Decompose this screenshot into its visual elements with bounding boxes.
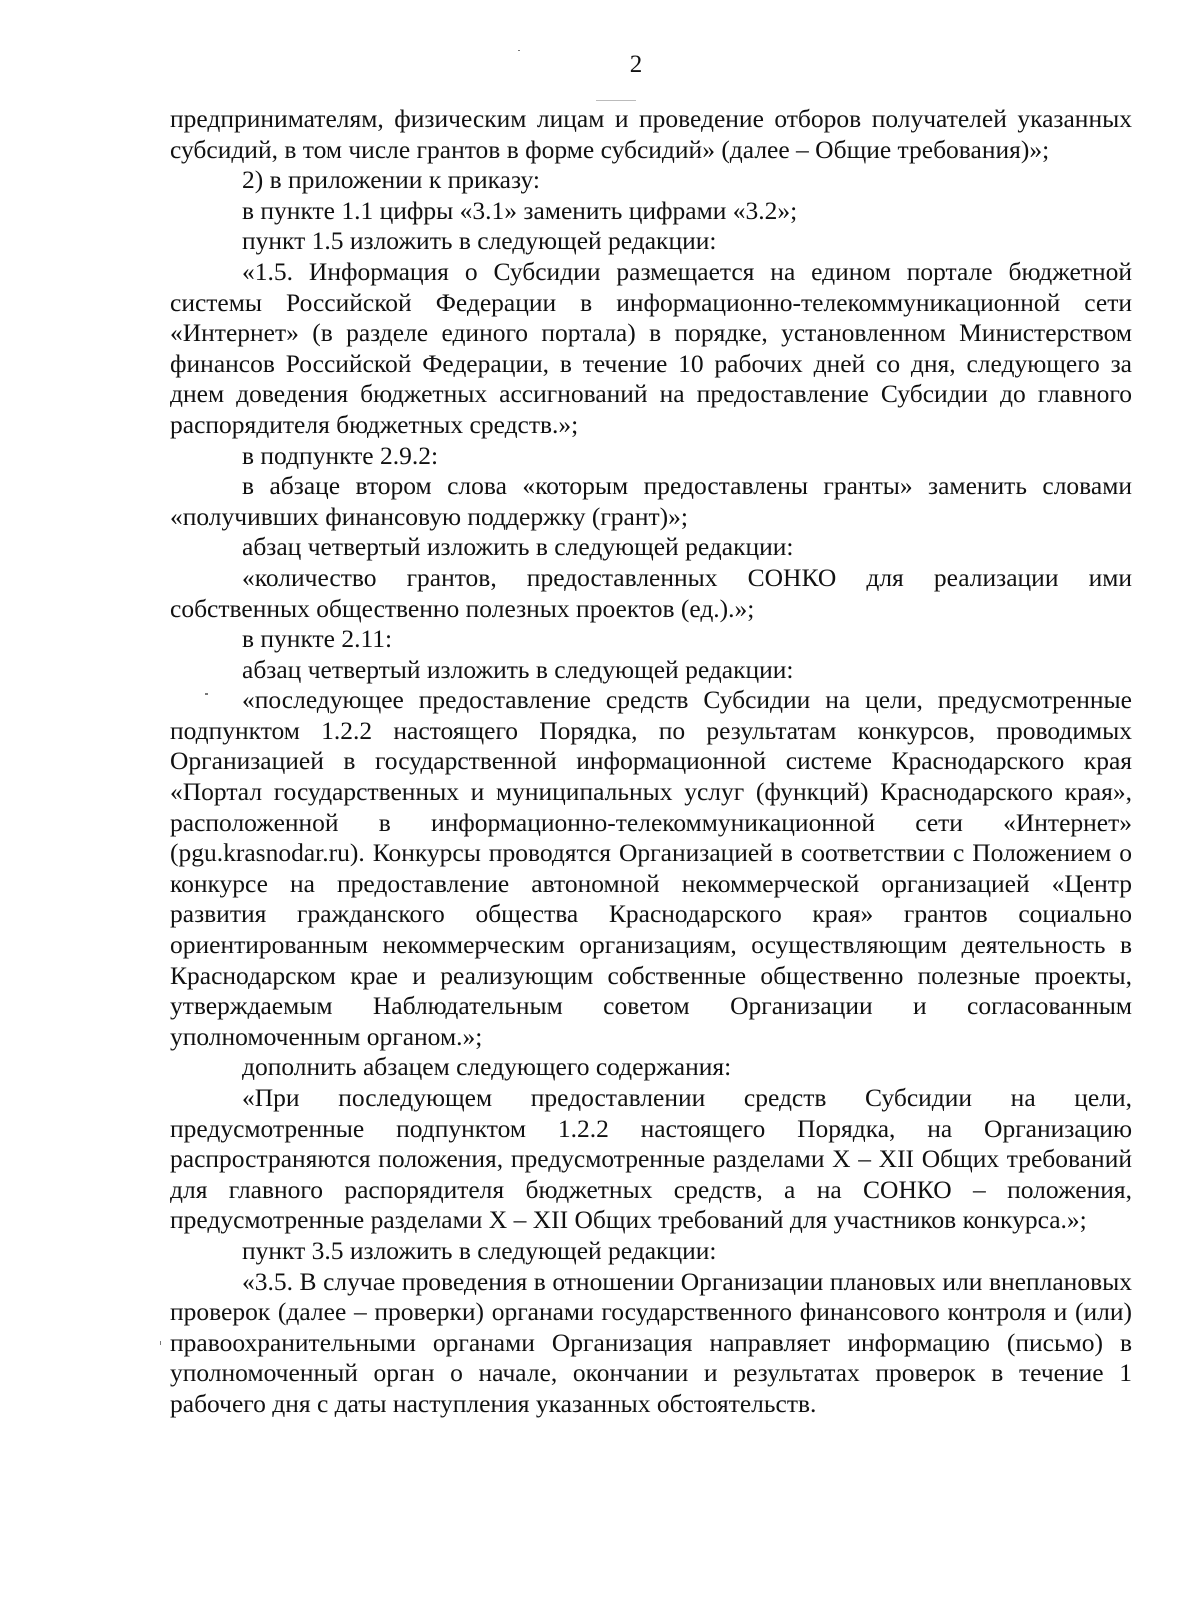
paragraph: «последующее предоставление средств Субсидии на цели, предусмотренные подпунктом 1.2.2 настоящего Порядка, по результатам конкурсов, проводимых Организацией в государственной информационной системе Краснодарского края «Портал государственных и муниципальных услуг (функций) Краснодарского края», расположенной в информационно-телекоммуникационной сети «Интернет» (pgu.krasnodar.ru). Конкурсы проводятся Организацией в соответствии с Положением о конкурсе на предоставление автономной некоммерческой организацией «Центр развития гражданского общества Краснодарского края» грантов социально ориентированным некоммерческим организациям, осуществляющим деятельность в Краснодарском крае и реализующим собственные общественно полезные проекты, утверждаемым Наблюдательным советом Организации и согласованным уполномоченным органом.»; (170, 685, 1132, 1051)
paragraph: в пункте 2.11: (242, 624, 393, 654)
paragraph: пункт 3.5 изложить в следующей редакции: (242, 1235, 717, 1265)
paragraph: пункт 1.5 изложить в следующей редакции: (242, 226, 717, 256)
paragraph: в подпункте 2.9.2: (242, 440, 439, 470)
paragraph: «1.5. Информация о Субсидии размещается на едином портале бюджетной системы Российской Федерации в информационно-телекоммуникационной сети «Интернет» (в разделе единого портала) в порядке, установленном Министерством финансов Российской Федерации, в течение 10 рабочих дней со дня, следующего за днем доведения бюджетных ассигнований на предоставление Субсидии до главного распорядителя бюджетных средств.»; (170, 256, 1132, 439)
paragraph: 2) в приложении к приказу: (242, 165, 540, 195)
paragraph: абзац четвертый изложить в следующей редакции: (242, 654, 794, 684)
paragraph: в абзаце втором слова «которым предоставлены гранты» заменить словами «получивших финансовую поддержку (грант)»; (170, 471, 1132, 531)
scan-speck (596, 100, 636, 101)
page-number: 2 (629, 51, 643, 78)
paragraph: «При последующем предоставлении средств Субсидии на цели, предусмотренные подпунктом 1.2.2 настоящего Порядка, на Организацию распространяются положения, предусмотренные разделами X – XII Общих требований для главного распорядителя бюджетных средств, а на СОНКО – положения, предусмотренные разделами X – XII Общих требований для участников конкурса.»; (170, 1083, 1132, 1235)
scan-speck (160, 1341, 161, 1345)
paragraph: в пункте 1.1 цифры «3.1» заменить цифрами «3.2»; (242, 195, 798, 225)
paragraph: абзац четвертый изложить в следующей редакции: (242, 532, 794, 562)
paragraph: «3.5. В случае проведения в отношении Организации плановых или внеплановых проверок (далее – проверки) органами государственного финансового контроля и (или) правоохранительными органами Организация направляет информацию (письмо) в уполномоченный орган о начале, окончании и результатах проверок в течение 1 рабочего дня с даты наступления указанных обстоятельств. (170, 1266, 1132, 1418)
paragraph: «количество грантов, предоставленных СОНКО для реализации ими собственных общественно полезных проектов (ед.).»; (170, 562, 1132, 623)
paragraph: дополнить абзацем следующего содержания: (242, 1052, 732, 1082)
document-body (170, 104, 1132, 1420)
paragraph: предпринимателям, физическим лицам и проведение отборов получателей указанных субсидий, в том числе грантов в форме субсидий» (далее – Общие требования)»; (170, 104, 1132, 164)
